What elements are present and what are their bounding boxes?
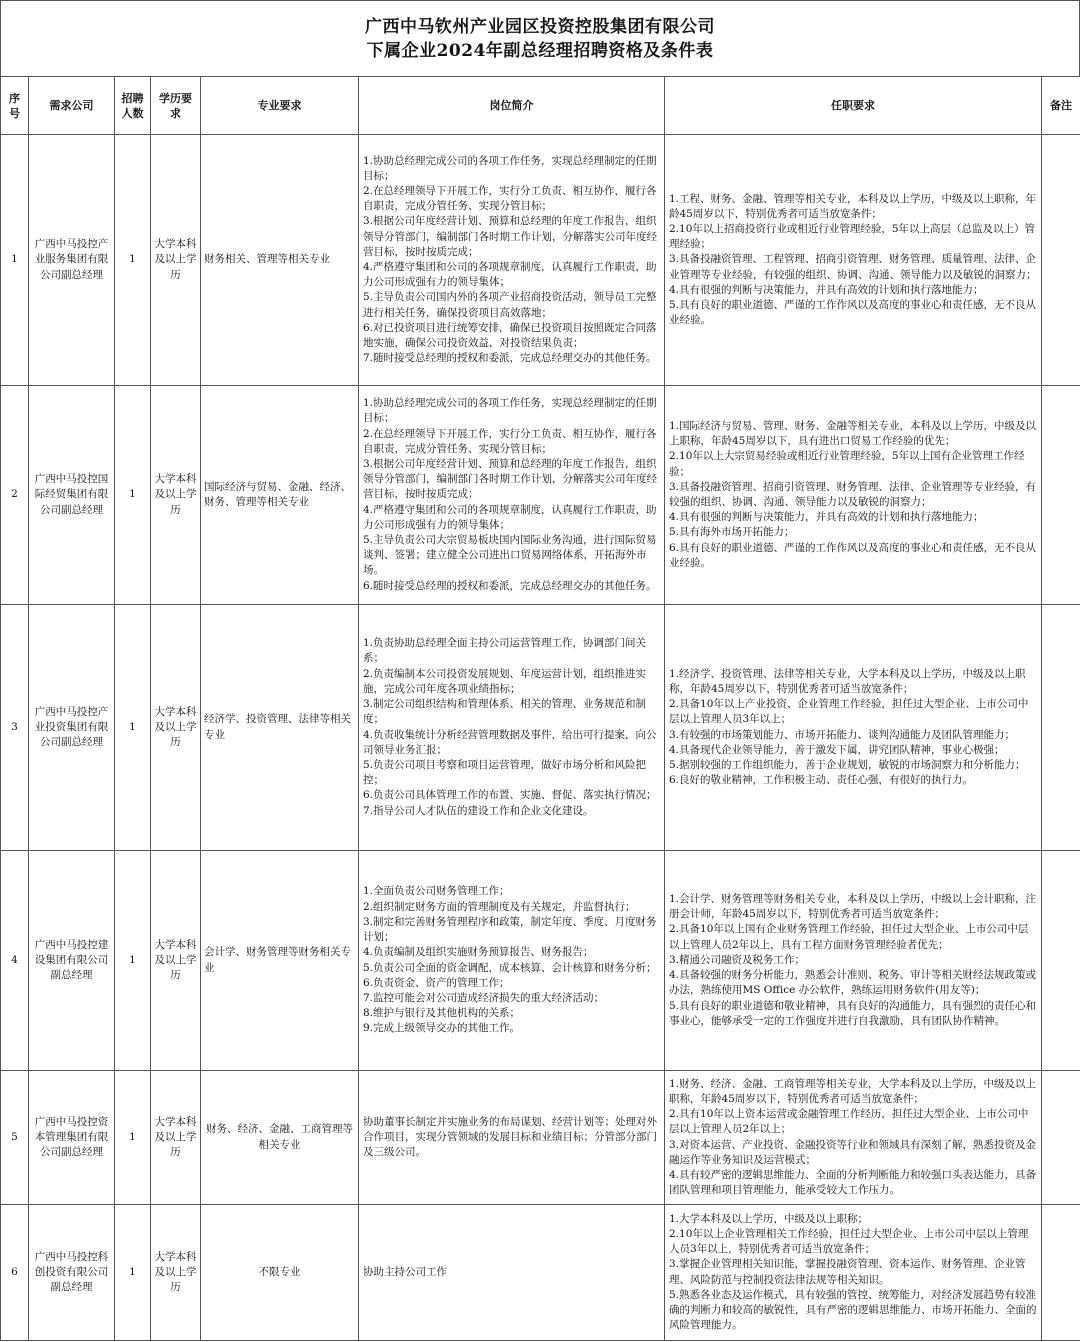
duty-item: 9.完成上级领导交办的其他工作。 xyxy=(363,1022,521,1035)
req-item: 2.10年以上企业管理相关工作经验，担任过大型企业、上市公司中层以上管理人员3年以上，特别优秀者可适当放宽条件； xyxy=(669,1227,1029,1256)
req-item: 5.具有良好的职业道德、严谨的工作作风以及高度的事业心和责任感，无不良从业经验。 xyxy=(669,299,1037,327)
cell-major: 经济学、投资管理、法律等相关专业 xyxy=(201,605,359,851)
cell-edu: 大学本科及以上学历 xyxy=(151,135,201,386)
cell-edu: 大学本科及以上学历 xyxy=(151,1205,201,1341)
req-item: 4.具有较严密的逻辑思维能力、全面的分析判断能力和较强口头表达能力，具备团队管理和项目管理能力，能承受较大工作压力。 xyxy=(669,1168,1037,1197)
duty-item: 1.协助总经理完成公司的各项工作任务，实现总经理制定的任期目标； xyxy=(363,397,657,425)
duty-item: 2.在总经理领导下开展工作，实行分工负责、相互协作，履行各自职责，完成分管任务、实现分管目标； xyxy=(363,427,657,455)
duty-item: 7.指导公司人才队伍的建设工作和企业文化建设。 xyxy=(363,804,594,817)
req-item: 4.具备较强的财务分析能力，熟悉会计准则、税务、审计等相关财经法规政策或办法，熟练使用MS Office 办公软件，熟练运用财务软件(用友等)； xyxy=(669,969,1037,997)
cell-count: 1 xyxy=(115,605,151,851)
cell-no: 6 xyxy=(1,1205,29,1341)
cell-no: 3 xyxy=(1,605,29,851)
req-item: 3.对资本运营、产业投资、金融投资等行业和领域具有深刻了解，熟悉投资及金融运作等业务知识及运营模式； xyxy=(669,1138,1037,1166)
cell-reqs xyxy=(665,605,1042,851)
cell-note xyxy=(1042,135,1080,386)
cell-duties xyxy=(359,1205,665,1341)
cell-reqs xyxy=(665,1205,1042,1341)
cell-note xyxy=(1042,1205,1080,1341)
header-count: 招聘人数 xyxy=(115,77,151,135)
duty-item: 2.组织制定财务方面的管理制度及有关规定，并监督执行； xyxy=(363,900,636,913)
req-item: 2.10年以上大宗贸易经验或相近行业管理经验，5年以上国有企业管理工作经验； xyxy=(669,450,1025,478)
duty-item: 3.根据公司年度经营计划、预算和总经理的年度工作报告，组织领导分管部门，编制部门各时期工作计划，分解落实公司年度经营目标，按时按质完成； xyxy=(363,457,657,501)
title-line-1: 广西中马钦州产业园区投资控股集团有限公司 xyxy=(365,16,715,37)
req-item: 5.据别较强的工作组织能力，善于企业规划，敏锐的市场洞察力和分析能力； xyxy=(669,758,1026,771)
duty-item: 1.负责协助总经理全面主持公司运营管理工作，协调部门间关系； xyxy=(363,637,647,665)
duty-item: 2.在总经理领导下开展工作，实行分工负责、相互协作，履行各自职责，完成分管任务、实现分管目标； xyxy=(363,184,657,213)
duty-item: 4.严格遵守集团和公司的各项规章制度，认真履行工作职责，助力公司形成强有力的领导集体； xyxy=(363,503,657,531)
table-row xyxy=(1,605,1080,851)
cell-company: 广西中马投控科创投资有限公司副总经理 xyxy=(29,1205,115,1341)
cell-count: 1 xyxy=(115,851,151,1071)
document-title xyxy=(0,0,1080,76)
req-item: 4.具有很强的判断与决策能力，并具有高效的计划和执行落地能力； xyxy=(669,511,984,524)
req-item: 3.具备投融资管理、工程管理、招商引资管理、财务管理、质量管理、法律、企业管理等专业经验，有较强的组织、协调、沟通、领导能力以及敏锐的洞察力； xyxy=(669,253,1037,281)
duty-item: 3.制定和完善财务管理程序和政策，制定年度、季度、月度财务计划； xyxy=(363,915,657,944)
header-edu: 学历要求 xyxy=(151,77,201,135)
title-line-2: 下属企业2024年副总经理招聘资格及条件表 xyxy=(366,40,714,61)
req-item: 5.熟悉各业态及运作模式，具有较强的管控、统筹能力，对经济发展趋势有较准确的判断力和较高的敏锐性，具有严密的逻辑思维能力、市场开拓能力、全面的风险管理能力。 xyxy=(669,1288,1037,1332)
duty-item: 6.负责资金、资产的管理工作； xyxy=(363,976,510,989)
duty-item: 3.制定公司组织结构和管理体系、相关的管理、业务规范和制度； xyxy=(363,698,647,726)
req-item: 4.具备现代企业领导能力，善于激发下属，讲究团队精神，事业心极强； xyxy=(669,743,1005,756)
req-item: 2.具有10年以上资本运营或金融管理工作经历，担任过大型企业、上市公司中层以上管理人员2年以上； xyxy=(669,1108,1029,1136)
req-item: 1.工程、财务、金融、管理等相关专业，本科及以上学历，中级及以上职称，年龄45周岁以下，特别优秀者可适当放宽条件； xyxy=(669,192,1037,220)
req-item: 2.具备10年以上国有企业财务管理工作经验，担任过大型企业、上市公司中层以上管理人员2年以上，具有工程方面财务管理经验者优先； xyxy=(669,923,1029,951)
cell-reqs xyxy=(665,386,1042,605)
duty-item: 协助董事长制定并实施业务的布局谋划、经营计划等；处理对外合作项目，实现分管领域的发展目标和业绩目标；分管部分部门及三级公司。 xyxy=(363,1115,657,1159)
header-row xyxy=(1,77,1080,135)
req-item: 4.具有很强的判断与决策能力，并具有高效的计划和执行落地能力； xyxy=(669,283,984,296)
cell-count: 1 xyxy=(115,386,151,605)
cell-edu: 大学本科及以上学历 xyxy=(151,1071,201,1205)
cell-count: 1 xyxy=(115,1071,151,1205)
cell-no: 4 xyxy=(1,851,29,1071)
cell-edu: 大学本科及以上学历 xyxy=(151,851,201,1071)
req-item: 3.有较强的市场策划能力、市场开拓能力、谈判沟通能力及团队管理能力； xyxy=(669,728,1016,741)
header-reqs: 任职要求 xyxy=(665,77,1042,135)
cell-reqs xyxy=(665,135,1042,386)
cell-major: 会计学、财务管理等财务相关专业 xyxy=(201,851,359,1071)
duty-item: 5.负责公司全面的资金调配，成本核算、会计核算和财务分析； xyxy=(363,961,657,974)
cell-note xyxy=(1042,851,1080,1071)
req-item: 2.10年以上招商投资行业或相近行业管理经验，5年以上高层（总监及以上）管理经验； xyxy=(669,222,1036,251)
duty-item: 5.主导负责公司大宗贸易板块国内国际业务沟通，进行国际贸易谈判、签署；建立健全公司进出口贸易网络体系，开拓海外市场。 xyxy=(363,534,657,577)
duty-item: 2.负责编制本公司投资发展规划、年度运营计划，组织推进实施，完成公司年度各项业绩指标； xyxy=(363,667,647,695)
table-row xyxy=(1,135,1080,386)
req-item: 6.具有良好的职业道德、严谨的工作作风以及高度的事业心和责任感，无不良从业经验。 xyxy=(669,541,1037,569)
cell-company: 广西中马投控国际经贸集团有限公司副总经理 xyxy=(29,386,115,605)
duty-item: 6.随时接受总经理的授权和委派，完成总经理交办的其他任务。 xyxy=(363,579,657,592)
duty-item: 协助主持公司工作 xyxy=(363,1265,447,1278)
cell-edu: 大学本科及以上学历 xyxy=(151,605,201,851)
cell-count: 1 xyxy=(115,135,151,386)
cell-company: 广西中马投控产业投资集团有限公司副总经理 xyxy=(29,605,115,851)
duty-item: 5.主导负责公司国内外的各项产业招商投资活动，领导员工完整进行相关任务，确保投资项目高效落地； xyxy=(363,291,657,319)
duty-item: 6.对已投资项目进行统筹安排，确保已投资项目按照既定合同落地实施，确保公司投资效益，对投资结果负责； xyxy=(363,321,657,350)
duty-item: 4.负责收集统计分析经营管理数据及事件，给出可行提案，向公司领导业务汇报； xyxy=(363,728,657,756)
duty-item: 4.负责编制及组织实施财务预算报告、财务报告； xyxy=(363,946,594,959)
cell-company: 广西中马投控建设集团有限公司副总经理 xyxy=(29,851,115,1071)
cell-duties xyxy=(359,1071,665,1205)
req-item: 3.掌握企业管理相关知识能，掌握投融资管理、资本运作、财务管理、企业管理、风险防范与控制投资法律法规等相关知识。 xyxy=(669,1258,1026,1286)
cell-major: 财务、经济、金融、工商管理等相关专业 xyxy=(201,1071,359,1205)
duty-item: 6.负责公司具体管理工作的布置、实施、督促、落实执行情况； xyxy=(363,789,657,802)
req-item: 1.国际经济与贸易、管理、财务、金融等相关专业，本科及以上学历，中级及以上职称，年龄45周岁以下，具有进出口贸易工作经验的优先； xyxy=(669,419,1037,448)
duty-item: 7.监控可能会对公司造成经济损失的重大经济活动； xyxy=(363,991,605,1004)
cell-no: 1 xyxy=(1,135,29,386)
cell-major: 财务相关、管理等相关专业 xyxy=(201,135,359,386)
cell-reqs xyxy=(665,1071,1042,1205)
cell-no: 2 xyxy=(1,386,29,605)
req-item: 1.会计学、财务管理等财务相关专业，本科及以上学历，中级以上会计职称，注册会计师，年龄45周岁以下，特别优秀者可适当放宽条件； xyxy=(669,893,1037,921)
cell-duties xyxy=(359,135,665,386)
cell-major: 国际经济与贸易、金融、经济、财务、管理等相关专业 xyxy=(201,386,359,605)
duty-item: 3.根据公司年度经营计划、预算和总经理的年度工作报告，组织领导分管部门，编制部门各时期工作计划，分解落实公司年度经营目标，按时按质完成； xyxy=(363,215,657,258)
duty-item: 1.全面负责公司财务管理工作； xyxy=(363,885,510,898)
cell-count: 1 xyxy=(115,1205,151,1341)
cell-edu: 大学本科及以上学历 xyxy=(151,386,201,605)
table-row xyxy=(1,386,1080,605)
req-item: 3.精通公司融资及税务工作； xyxy=(669,953,806,966)
cell-reqs xyxy=(665,851,1042,1071)
cell-duties xyxy=(359,851,665,1071)
duty-item: 1.协助总经理完成公司的各项工作任务，实现总经理制定的任期目标； xyxy=(363,154,657,182)
table-row xyxy=(1,851,1080,1071)
req-item: 6.良好的敬业精神，工作积极主动、责任心强，有很好的执行力。 xyxy=(669,774,974,787)
req-item: 1.财务、经济、金融、工商管理等相关专业，大学本科及以上学历，中级及以上职称，年龄45周岁以下，特别优秀者可适当放宽条件； xyxy=(669,1077,1037,1105)
duty-item: 4.严格遵守集团和公司的各项规章制度，认真履行工作职责，助力公司形成强有力的领导集体； xyxy=(363,261,657,289)
req-item: 3.具备投融资管理、招商引资管理、财务管理、法律、企业管理等专业经验，有较强的组织、协调、沟通、领导能力以及敏锐的洞察力； xyxy=(669,480,1037,508)
req-item: 1.经济学、投资管理、法律等相关专业，大学本科及以上学历，中级及以上职称，年龄45周岁以下，特别优秀者可适当放宽条件； xyxy=(669,667,1026,695)
cell-note xyxy=(1042,386,1080,605)
cell-major: 不限专业 xyxy=(201,1205,359,1341)
cell-note xyxy=(1042,1071,1080,1205)
cell-company: 广西中马投控资本管理集团有限公司副总经理 xyxy=(29,1071,115,1205)
table-row xyxy=(1,1205,1080,1341)
header-no: 序号 xyxy=(1,77,29,135)
cell-duties xyxy=(359,605,665,851)
duty-item: 8.维护与银行及其他机构的关系； xyxy=(363,1007,521,1020)
req-item: 1.大学本科及以上学历，中级及以上职称； xyxy=(669,1212,869,1225)
duty-item: 5.负责公司项目考察和项目运营管理，做好市场分析和风险把控； xyxy=(363,758,647,787)
req-item: 5.具有海外市场开拓能力； xyxy=(669,526,795,539)
recruitment-table xyxy=(0,76,1080,1341)
cell-company: 广西中马投控产业服务集团有限公司副总经理 xyxy=(29,135,115,386)
header-major: 专业要求 xyxy=(201,77,359,135)
cell-duties xyxy=(359,386,665,605)
duty-item: 7.随时接受总经理的授权和委派，完成总经理交办的其他任务。 xyxy=(363,352,657,365)
req-item: 5.具有良好的职业道德和敬业精神，具有良好的沟通能力，具有强烈的责任心和事业心，能够承受一定的工作强度并进行自我激励，具有团队协作精神。 xyxy=(669,999,1037,1027)
cell-no: 5 xyxy=(1,1071,29,1205)
cell-note xyxy=(1042,605,1080,851)
header-duties: 岗位简介 xyxy=(359,77,665,135)
header-note: 备注 xyxy=(1042,77,1080,135)
header-company: 需求公司 xyxy=(29,77,115,135)
req-item: 2.具备10年以上产业投资、企业管理工作经验，担任过大型企业、上市公司中层以上管理人员3年以上； xyxy=(669,698,1029,726)
table-row xyxy=(1,1071,1080,1205)
